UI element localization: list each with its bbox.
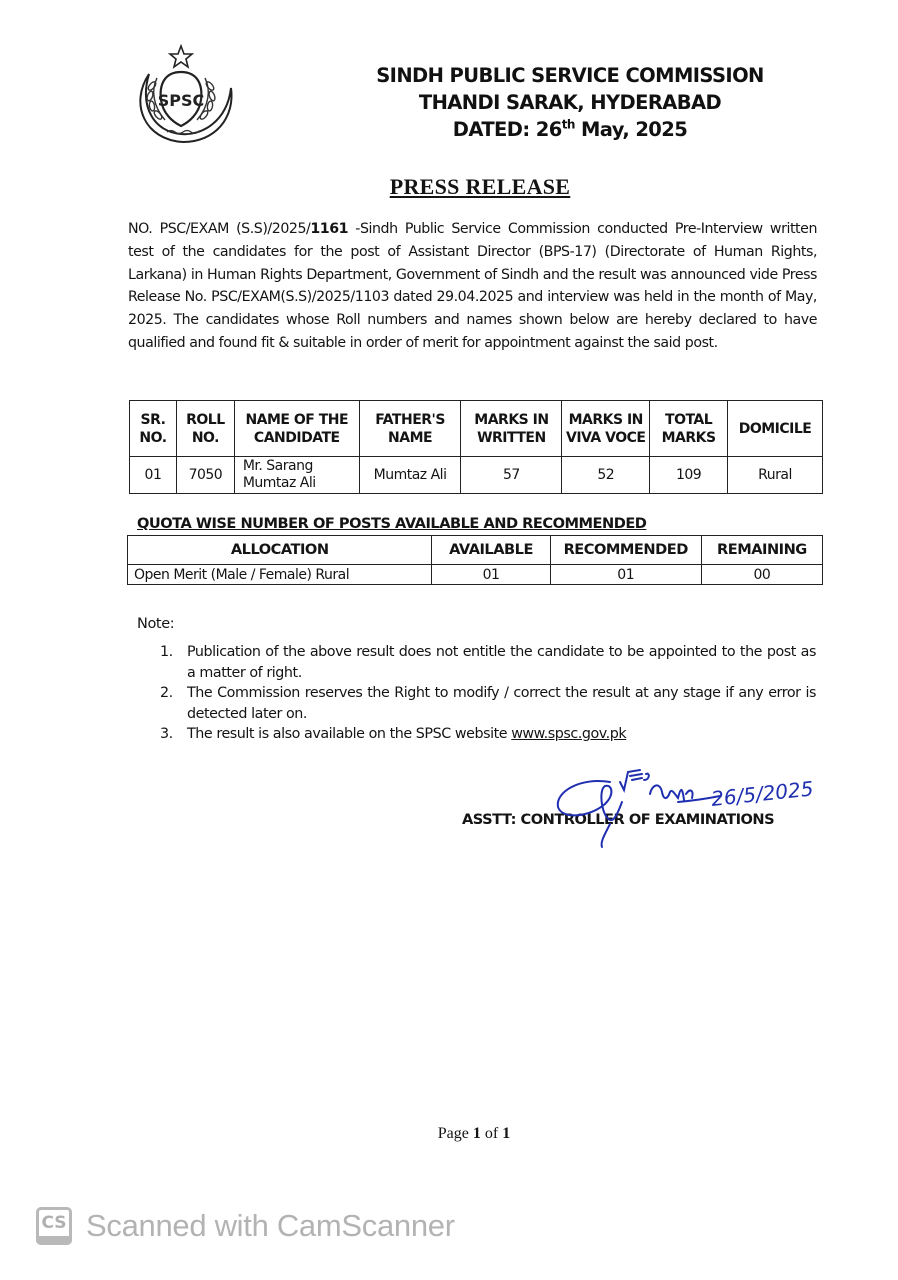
list-item [160,683,816,724]
note-label: Note: [137,616,175,632]
page-current: 1 [472,1125,481,1142]
press-release-body [128,218,817,355]
col-candidate-name: NAME OF THE CANDIDATE [234,401,359,457]
col-remaining: REMAINING [701,536,822,565]
signature-scribble-icon [550,762,840,852]
results-table [129,400,823,494]
signatory-designation: ASSTT: CONTROLLER OF EXAMINATIONS [462,811,775,828]
date-ordinal: th [561,117,575,132]
cell-recommended: 01 [550,565,701,585]
cell-allocation: Open Merit (Male / Female) Rural [128,565,432,585]
note-text: Publication of the above result does not entitle the candidate to be appointed to the post as a matter of right. [187,644,816,681]
camscanner-watermark [36,1207,455,1245]
note-number: 2. [160,685,173,701]
col-domicile: DOMICILE [728,401,823,457]
organization-header [300,62,840,143]
page-number [0,1125,898,1143]
table-row [128,565,823,585]
col-recommended: RECOMMENDED [550,536,701,565]
quota-header-row [128,536,823,565]
col-allocation: ALLOCATION [128,536,432,565]
cell-sr-no: 01 [130,457,177,494]
date-prefix: DATED: 26 [452,118,562,141]
body-text: -Sindh Public Service Commission conducted Pre-Interview written test of the candidates for the post of Assistant Director (BPS-17) (Directorate of Human Rights, Larkana) in Human Rights Department, Government of Sindh and the result was announced vide Press Release No. PSC/EXAM(S.S)/2025/1103 dated 29.04.2025 and interview was held in the month of May, 2025. The candidates whose Roll numbers and names shown below are hereby declared to have qualified and found fit & suitable in order of merit for appointment against the said post. [128,221,817,351]
spsc-emblem-icon [131,44,239,146]
note-text: The result is also available on the SPSC website [187,726,512,742]
note-number: 3. [160,726,173,742]
col-available: AVAILABLE [432,536,550,565]
col-father-name: FATHER'S NAME [359,401,461,457]
page-prefix: Page [437,1125,473,1142]
signature-date: 26/5/2025 [710,776,815,811]
website-link[interactable]: www.spsc.gov.pk [511,726,627,742]
col-roll-no: ROLL NO. [176,401,234,457]
watermark-text: Scanned with CamScanner [86,1208,455,1243]
org-name: SINDH PUBLIC SERVICE COMMISSION [376,64,764,87]
notes-list [160,642,816,745]
cell-marks-viva: 52 [562,457,650,494]
document-date [300,116,840,143]
cell-total-marks: 109 [650,457,728,494]
quota-table [127,535,823,585]
cell-candidate-name: Mr. Sarang Mumtaz Ali [234,457,359,494]
col-marks-written: MARKS IN WRITTEN [461,401,562,457]
cell-domicile: Rural [728,457,823,494]
page-total: 1 [502,1125,511,1142]
note-text: The Commission reserves the Right to modify / correct the result at any stage if any error is detected later on. [187,685,816,722]
page-of: of [480,1125,503,1142]
note-number: 1. [160,644,173,660]
document-title: PRESS RELEASE [389,174,571,199]
reference-prefix: NO. PSC/EXAM (S.S)/2025/ [128,221,311,237]
list-item [160,724,816,745]
org-address: THANDI SARAK, HYDERABAD [418,91,722,114]
camscanner-logo-icon: CS [36,1207,72,1245]
quota-section-title: QUOTA WISE NUMBER OF POSTS AVAILABLE AND RECOMMENDED [137,515,647,532]
table-row [130,457,823,494]
date-suffix: May, 2025 [574,118,688,141]
cell-roll-no: 7050 [176,457,234,494]
signature [550,762,840,852]
col-sr-no: SR. NO. [130,401,177,457]
col-total-marks: TOTAL MARKS [650,401,728,457]
results-header-row [130,401,823,457]
logo-text: SPSC [157,91,205,110]
cell-available: 01 [432,565,550,585]
col-marks-viva: MARKS IN VIVA VOCE [562,401,650,457]
list-item [160,642,816,683]
cell-remaining: 00 [701,565,822,585]
cell-marks-written: 57 [461,457,562,494]
cell-father-name: Mumtaz Ali [359,457,461,494]
reference-number: 1161 [310,221,349,237]
